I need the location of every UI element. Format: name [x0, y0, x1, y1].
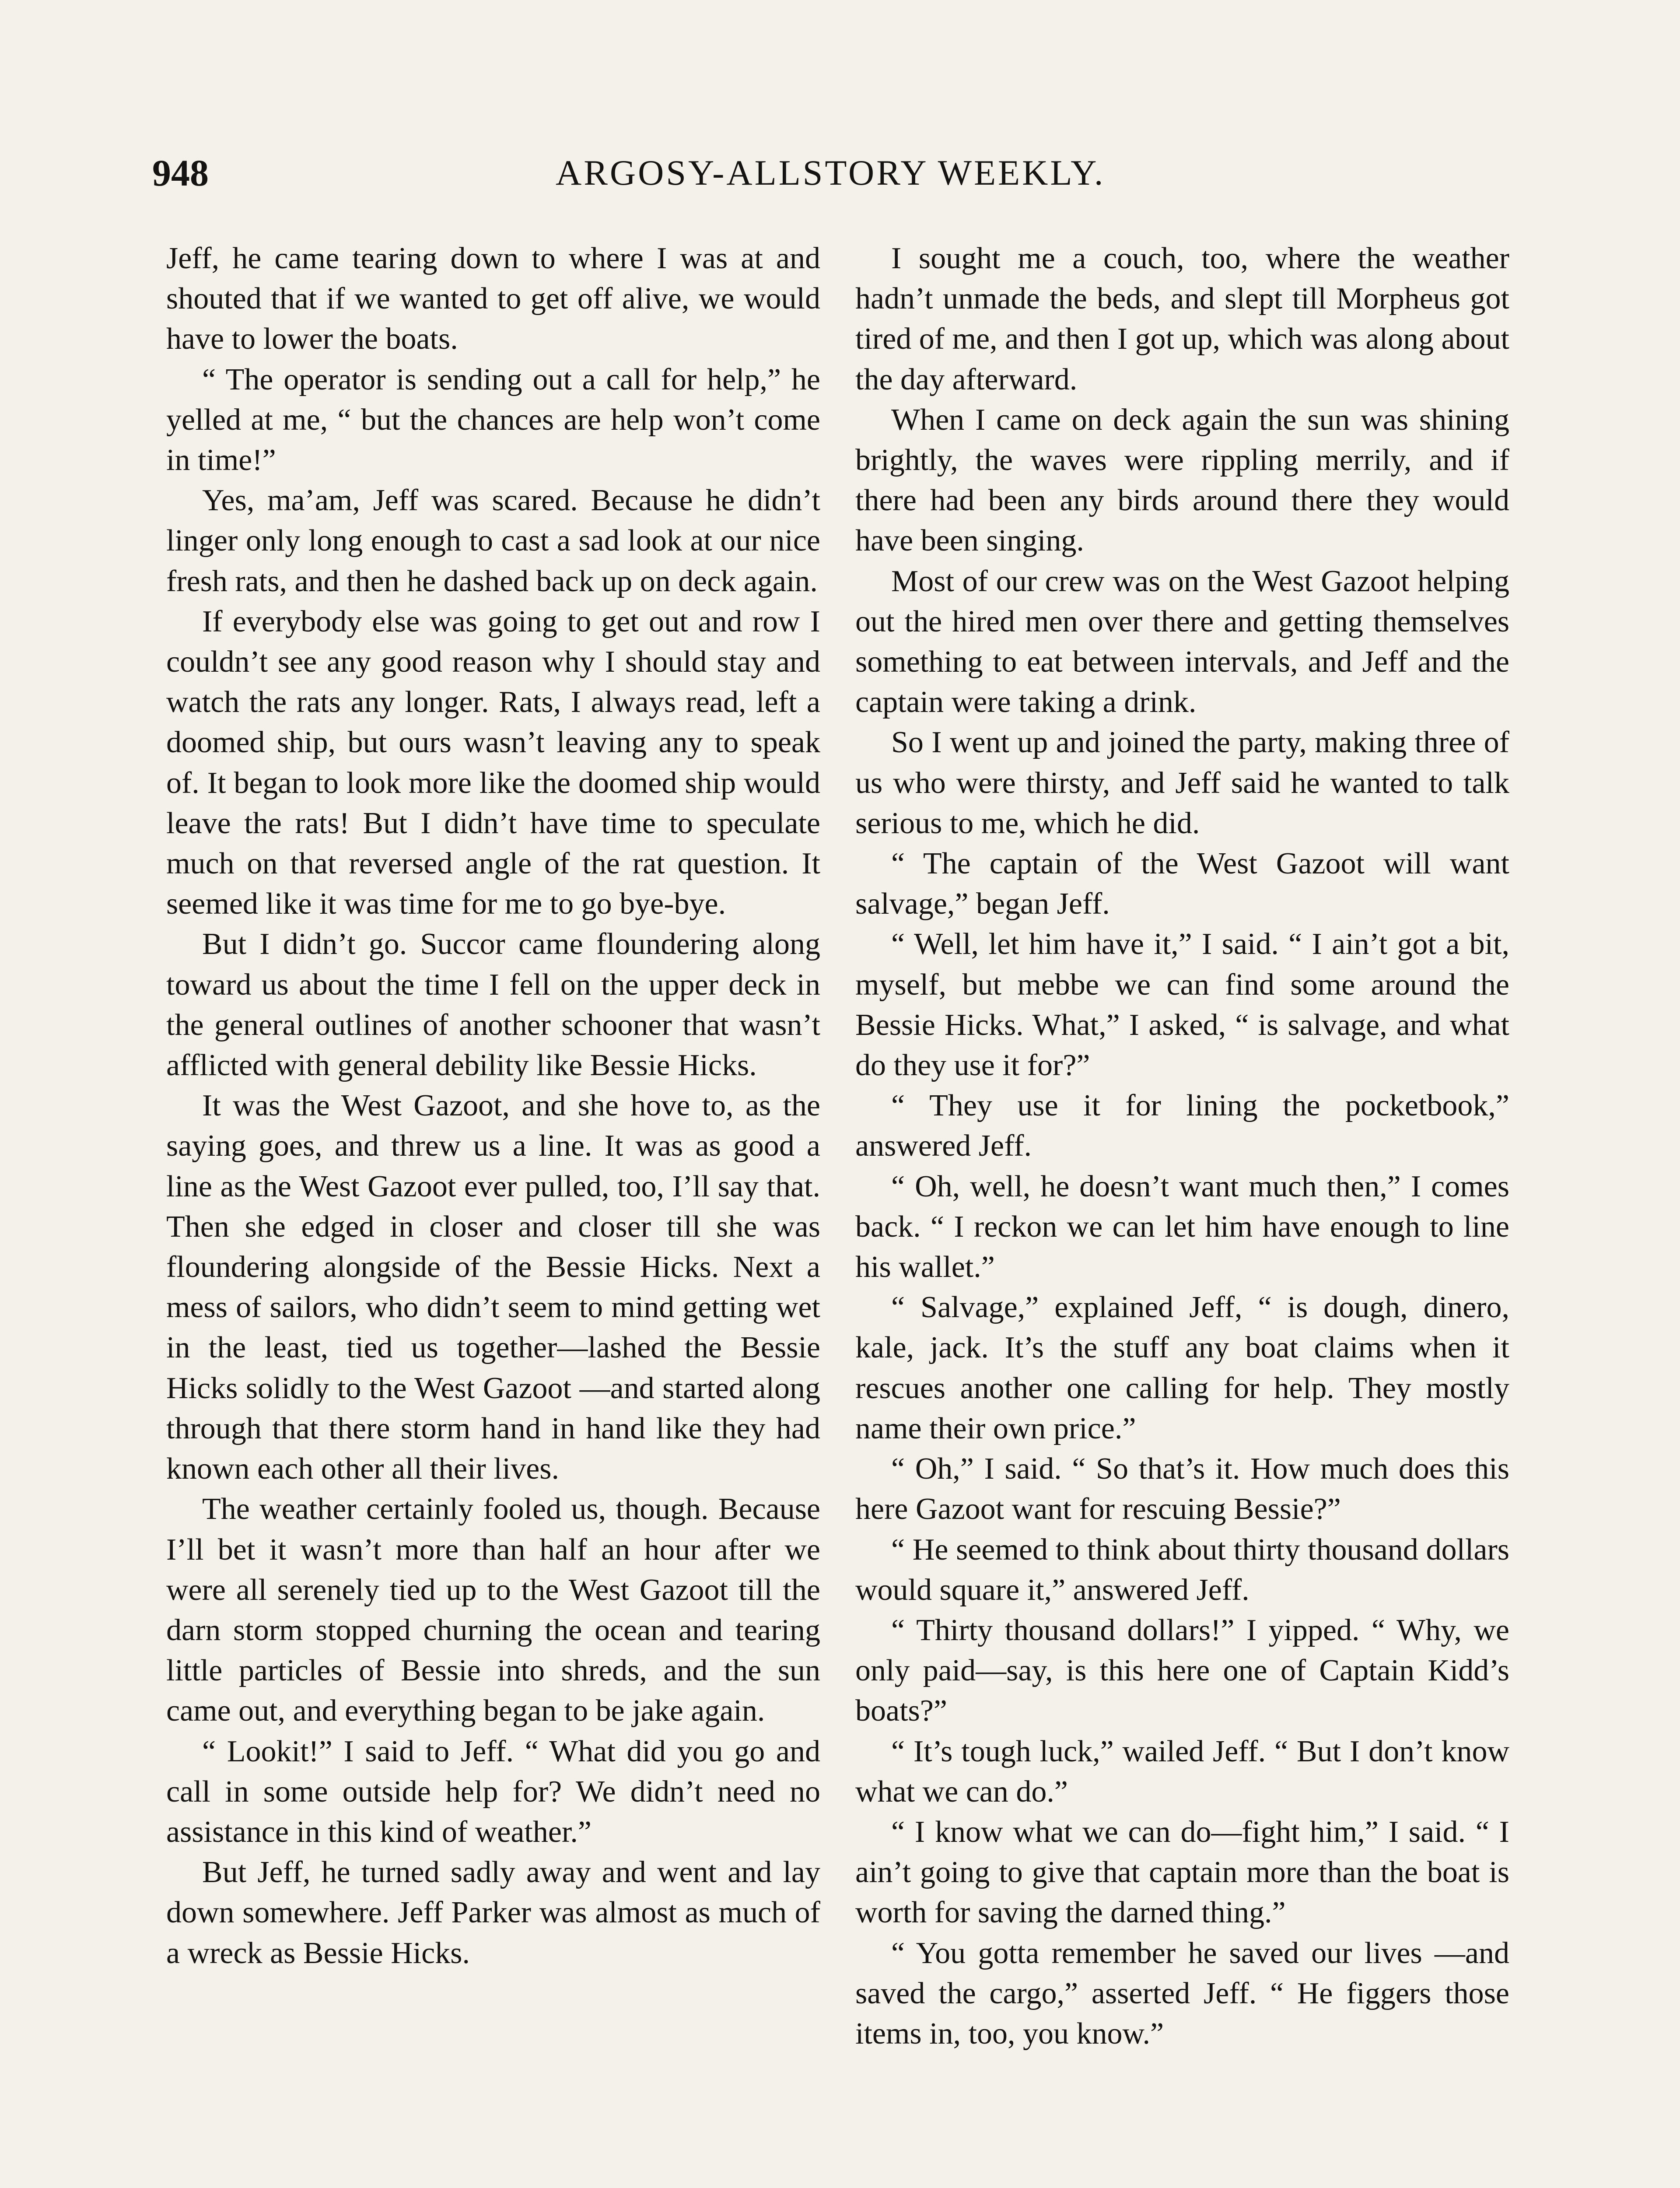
- page-header: [0, 149, 1680, 197]
- paragraph: “ Oh,” I said. “ So that’s it. How much does this here Gazoot want for rescuing Bessie?”: [855, 1452, 1509, 1526]
- right-column: [855, 238, 1509, 2054]
- paragraph: The weather certainly fooled us, though. Because I’ll bet it wasn’t more than half an hour after we were all serenely tied up to the West Gazoot till the darn storm stopped churning the ocean and tearing little particles of Bessie into shreds, and the sun came out, and everything began to be jake again.: [166, 1492, 820, 1728]
- paragraph: Most of our crew was on the West Gazoot helping out the hired men over there and getting themselves something to eat between intervals, and Jeff and the captain were taking a drink.: [855, 564, 1509, 719]
- paragraph: “ Salvage,” explained Jeff, “ is dough, dinero, kale, jack. It’s the stuff any boat claims when it rescues another one calling for help. They mostly name their own price.”: [855, 1290, 1509, 1445]
- paragraph: “ They use it for lining the pocketbook,” answered Jeff.: [855, 1089, 1509, 1163]
- paragraph: “ You gotta remember he saved our lives —and saved the cargo,” asserted Jeff. “ He figgers those items in, too, you know.”: [855, 1936, 1509, 2051]
- paragraph: “ Lookit!” I said to Jeff. “ What did you go and call in some outside help for? We didn’t need no assistance in this kind of weather.”: [166, 1734, 820, 1849]
- paragraph: So I went up and joined the party, making three of us who were thirsty, and Jeff said he wanted to talk serious to me, which he did.: [855, 726, 1509, 840]
- paragraph: “ The operator is sending out a call for help,” he yelled at me, “ but the chances are help won’t come in time!”: [166, 362, 820, 477]
- paragraph: Yes, ma’am, Jeff was scared. Because he didn’t linger only long enough to cast a sad look at our nice fresh rats, and then he dashed back up on deck again.: [166, 484, 820, 598]
- paragraph: It was the West Gazoot, and she hove to, as the saying goes, and threw us a line. It was as good a line as the West Gazoot ever pulled, too, I’ll say that. Then she edged in closer and closer till she was floundering alongside of the Bessie Hicks. Next a mess of sailors, who didn’t seem to mind getting wet in the least, tied us together—lashed the Bessie Hicks solidly to the West Gazoot —and started along through that there storm hand in hand like they had known each other all their lives.: [166, 1089, 820, 1486]
- paragraph: Jeff, he came tearing down to where I was at and shouted that if we wanted to get off alive, we would have to lower the boats.: [166, 242, 820, 356]
- paragraph: But Jeff, he turned sadly away and went and lay down somewhere. Jeff Parker was almost as much of a wreck as Bessie Hicks.: [166, 1855, 820, 1970]
- paragraph: “ I know what we can do—fight him,” I said. “ I ain’t going to give that captain more than the boat is worth for saving the darned thing.”: [855, 1815, 1509, 1930]
- page-number: 948: [152, 152, 209, 194]
- paragraph: “ The captain of the West Gazoot will want salvage,” began Jeff.: [855, 847, 1509, 921]
- paragraph: “ Thirty thousand dollars!” I yipped. “ Why, we only paid—say, is this here one of Captain Kidd’s boats?”: [855, 1613, 1509, 1728]
- paragraph: “ He seemed to think about thirty thousand dollars would square it,” answered Jeff.: [855, 1532, 1509, 1607]
- paragraph: But I didn’t go. Succor came floundering along toward us about the time I fell on the upper deck in the general outlines of another schooner that wasn’t afflicted with general debility like Bessie Hicks.: [166, 927, 820, 1083]
- left-column: [166, 238, 820, 1974]
- paragraph: When I came on deck again the sun was shining brightly, the waves were rippling merrily, and if there had been any birds around there they would have been singing.: [855, 403, 1509, 558]
- running-title: ARGOSY-ALLSTORY WEEKLY.: [556, 153, 1106, 193]
- paragraph: I sought me a couch, too, where the weather hadn’t unmade the beds, and slept till Morpheus got tired of me, and then I got up, which was along about the day afterward.: [855, 242, 1509, 396]
- paragraph: If everybody else was going to get out and row I couldn’t see any good reason why I should stay and watch the rats any longer. Rats, I always read, left a doomed ship, but ours wasn’t leaving any to speak of. It began to look more like the doomed ship would leave the rats! But I didn’t have time to speculate much on that reversed angle of the rat question. It seemed like it was time for me to go bye-bye.: [166, 604, 820, 921]
- paragraph: “ Oh, well, he doesn’t want much then,” I comes back. “ I reckon we can let him have enough to line his wallet.”: [855, 1169, 1509, 1284]
- paragraph: “ It’s tough luck,” wailed Jeff. “ But I don’t know what we can do.”: [855, 1734, 1509, 1809]
- paragraph: “ Well, let him have it,” I said. “ I ain’t got a bit, myself, but mebbe we can find some around the Bessie Hicks. What,” I asked, “ is salvage, and what do they use it for?”: [855, 927, 1509, 1083]
